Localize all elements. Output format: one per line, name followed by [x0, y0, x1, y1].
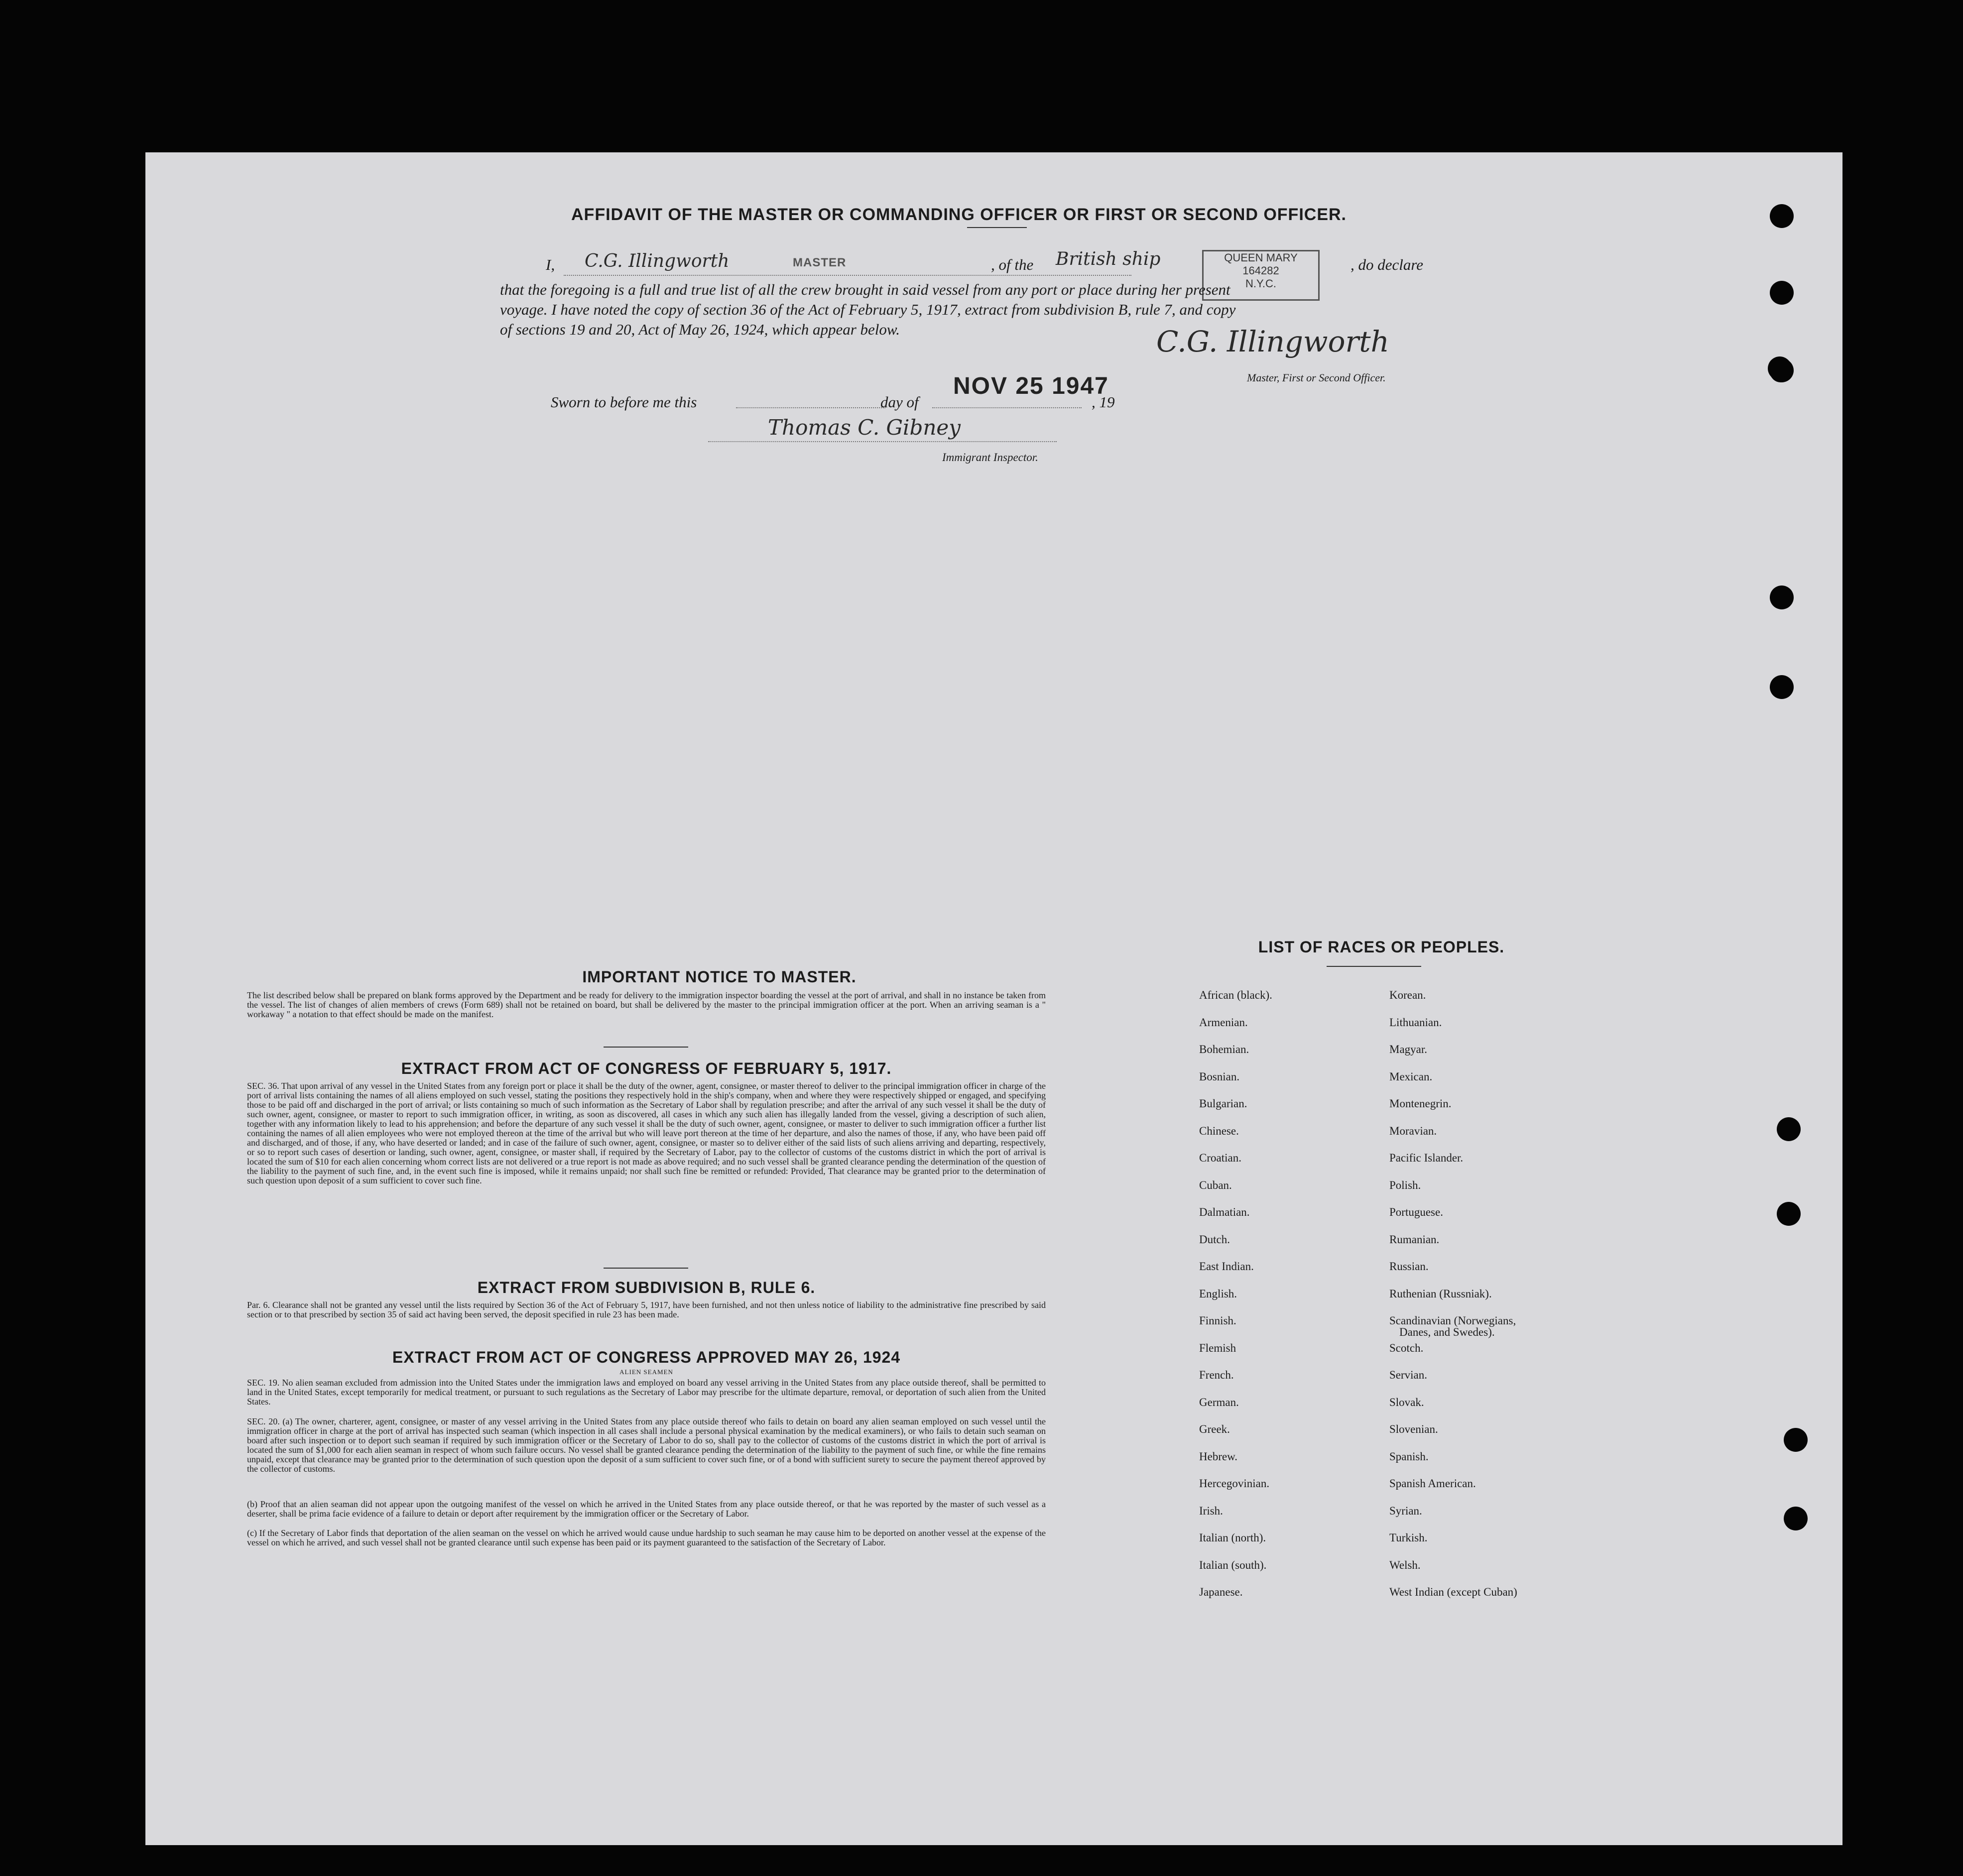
race-item: Lithuanian. [1389, 1016, 1442, 1029]
race-item: Slovak. [1389, 1396, 1424, 1408]
affidavit-line-2: that the foregoing is a full and true list of all the crew brought in said vessel from any port or place during her present [500, 281, 1230, 298]
race-item: Ruthenian (Russniak). [1389, 1287, 1492, 1300]
race-item: Mexican. [1389, 1070, 1433, 1083]
notice-body: The list described below shall be prepared on blank forms approved by the Department and be ready for delivery to the immigration inspector boarding the vessel at the port of arrival, and shall in no instance be taken from the vessel. The list of changes of alien members of crews (Form 689) shall not be retained on board, but shall be delivered by the master to the principal immigration officer at the port. When an arriving seaman is a " workaway " a notation to that effect should be made on the manifest. [247, 990, 1046, 1019]
binder-hole [1784, 1428, 1808, 1452]
race-item: Spanish American. [1389, 1477, 1476, 1490]
binder-hole [1770, 281, 1794, 305]
notice-divider [604, 1047, 688, 1048]
race-item: Irish. [1199, 1504, 1223, 1517]
name-line [564, 275, 1131, 276]
binder-hole [1768, 356, 1792, 380]
race-item: Dalmatian. [1199, 1206, 1250, 1218]
race-item: Magyar. [1389, 1043, 1428, 1055]
race-item: Japanese. [1199, 1586, 1243, 1598]
race-item: Bulgarian. [1199, 1097, 1247, 1110]
extract-1924-sec19: SEC. 19. No alien seaman excluded from admission into the United States under the immigration laws and employed on board any vessel arriving in the United States from any place outside thereof, shall be permitted to land in the United States, except temporarily for medical treatment, or pursuant to such regulations as the Secretary of Labor may prescribe for the ultimate departure, removal, or deportation of such alien from the United States. [247, 1378, 1046, 1407]
race-item: Dutch. [1199, 1233, 1230, 1246]
binder-hole [1777, 1117, 1801, 1141]
binder-hole [1770, 675, 1794, 699]
race-item: Moravian. [1389, 1124, 1437, 1137]
race-item: Hercegovinian. [1199, 1477, 1270, 1490]
race-item: German. [1199, 1396, 1239, 1408]
race-item: Armenian. [1199, 1016, 1248, 1029]
of-the-label: , of the [991, 256, 1034, 273]
race-item: Scandinavian (Norwegians, [1389, 1314, 1516, 1327]
race-item: African (black). [1199, 989, 1272, 1001]
inspector-signature: Thomas C. Gibney [768, 415, 961, 440]
binder-hole [1777, 1202, 1801, 1226]
race-item: Italian (north). [1199, 1531, 1266, 1544]
race-item: French. [1199, 1369, 1234, 1381]
race-item: Hebrew. [1199, 1450, 1238, 1463]
race-item: Cuban. [1199, 1178, 1232, 1191]
binder-hole [1784, 1507, 1808, 1530]
race-item: Korean. [1389, 989, 1426, 1001]
races-continuation: Danes, and Swedes). [1399, 1326, 1495, 1338]
master-name-handwritten: C.G. Illingworth [585, 251, 730, 271]
race-item: Turkish. [1389, 1531, 1428, 1544]
extract-1917-divider [604, 1268, 688, 1269]
race-item: English. [1199, 1287, 1237, 1300]
ship-handwritten: British ship [1056, 249, 1161, 269]
extract-1917-heading: EXTRACT FROM ACT OF CONGRESS OF FEBRUARY 5, 1917. [401, 1059, 892, 1077]
extract-1924-subheading: ALIEN SEAMEN [619, 1368, 673, 1376]
inspector-line [708, 441, 1057, 442]
date-stamp: NOV 25 1947 [953, 373, 1109, 399]
do-declare-label: , do declare [1350, 256, 1424, 273]
race-item: Servian. [1389, 1369, 1428, 1381]
race-item: Russian. [1389, 1260, 1429, 1273]
race-item: Italian (south). [1199, 1558, 1267, 1571]
day-of-label: day of [880, 393, 919, 411]
affidavit-line-4: of sections 19 and 20, Act of May 26, 1924, which appear below. [500, 321, 900, 338]
year-label: , 19 [1092, 393, 1115, 411]
race-item: Bohemian. [1199, 1043, 1249, 1055]
subdivision-b-body: Par. 6. Clearance shall not be granted any vessel until the lists required by Section 36 of the Act of February 5, 1917, have been furnished, and not then unless notice of liability to the administrative fine prescribed by said section or to that prescribed by section 35 of said act having been served, the deposit specified in rule 23 has been made. [247, 1300, 1046, 1319]
signature-caption: Master, First or Second Officer. [1247, 371, 1386, 384]
extract-1924-sec20c: (c) If the Secretary of Labor finds that deportation of the alien seaman on the vessel on which he arrived would cause undue hardship to such seaman he may cause him to be deported on another vessel at the expense of the vessel on which he arrived, and such vessel shall not be granted clearance until such expense has been paid or its payment guaranteed to the satisfaction of the Secretary of Labor. [247, 1528, 1046, 1547]
race-item: Syrian. [1389, 1504, 1422, 1517]
document-page [145, 152, 1842, 1845]
ship-stamp-number: 164282 [1242, 264, 1279, 277]
race-item: Greek. [1199, 1423, 1230, 1435]
races-heading: LIST OF RACES OR PEOPLES. [1258, 938, 1505, 956]
extract-1924-sec20a: SEC. 20. (a) The owner, charterer, agent, consignee, or master of any vessel arriving in the United States from any place outside thereof who fails to detain on board any alien seaman employed on such vessel until the immigration officer in charge at the port of arrival has inspected such seaman (which inspection in all cases shall include a personal physical examination by the medical examiners), or who fails to detain such seaman on board after such inspection or to deport such seaman if required by such immigration officer or the Secretary of Labor to do so, shall pay to the collector of customs of the customs district in which the port of arrival is located the sum of $1,000 for each alien seaman in respect of whom such failure occurs. No vessel shall be granted clearance pending the determination of the liability to the payment of such fine, or while the fine remains unpaid, except that clearance may be granted prior to the determination of such question upon the deposit of a sum sufficient to cover such fine, or of a bond with sufficient surety to secure the payment thereof approved by the collector of customs. [247, 1416, 1046, 1474]
sworn-month-line [932, 407, 1082, 408]
race-item: Montenegrin. [1389, 1097, 1452, 1110]
inspector-caption: Immigrant Inspector. [942, 451, 1038, 464]
race-item: Chinese. [1199, 1124, 1239, 1137]
race-item: East Indian. [1199, 1260, 1254, 1273]
race-item: Portuguese. [1389, 1206, 1443, 1218]
race-item: Rumanian. [1389, 1233, 1440, 1246]
race-item: Finnish. [1199, 1314, 1236, 1327]
binder-hole [1770, 586, 1794, 609]
master-signature: C.G. Illingworth [1156, 325, 1389, 358]
races-underline [1327, 966, 1421, 967]
ship-stamp-name: QUEEN MARY [1224, 251, 1298, 264]
ship-stamp-line3: N.Y.C. [1245, 277, 1276, 290]
race-item: Slovenian. [1389, 1423, 1438, 1435]
title-underline [967, 227, 1027, 228]
sworn-label: Sworn to before me this [551, 393, 697, 411]
race-item: Scotch. [1389, 1341, 1424, 1354]
extract-1917-body: SEC. 36. That upon arrival of any vessel in the United States from any foreign port or place it shall be the duty of the owner, agent, consignee, or master thereof to deliver to the principal immigration officer in charge of the port of arrival lists containing the names of all aliens employed on such vessel, stating the positions they respectively hold in the ship's company, when and where they were respectively shipped or engaged, and specifying those to be paid off and discharged in the port of arrival; or lists containing so much of such information as the Secretary of Labor shall by regulation prescribe; and after the arrival of any such vessel it shall be the duty of such owner, agent, consignee, or master to report to such immigration officer, in writing, as soon as discovered, all cases in which any such alien has illegally landed from the vessel, giving a description of such alien, together with any information likely to lead to his apprehension; and before the departure of any such vessel it shall be the duty of such owner, agent, consignee, or master to deliver to such immigration officer a further list containing the names of all alien employees who were not employed thereon at the time of the arrival but who will leave port thereon at the time of her departure, and also the names of those, if any, who have been paid off and discharged, and of those, if any, who have deserted or landed; and in case of the failure of such owner, agent, consignee, or master so to deliver either of the said lists of such aliens arriving and departing, respectively, or so to report such cases of desertion or landing, such owner, agent, consignee, or master shall, if required by the Secretary of Labor, pay to the collector of customs of the customs district in which the port of arrival is located the sum of $10 for each alien concerning whom correct lists are not delivered or a true report is not made as above required; and no such vessel shall be granted clearance pending the determination of the question of the liability to the payment of such fine, and, in the event such fine is imposed, while it remains unpaid; nor shall such fine be remitted or refunded: Provided, That clearance may be granted prior to the determination of such question upon deposit of a sum sufficient to cover such fine. [247, 1081, 1046, 1185]
affidavit-i-label: I, [546, 256, 555, 273]
notice-heading: IMPORTANT NOTICE TO MASTER. [582, 968, 857, 986]
binder-hole [1770, 204, 1794, 228]
race-item: West Indian (except Cuban) [1389, 1586, 1517, 1598]
affidavit-line-3: voyage. I have noted the copy of section 36 of the Act of February 5, 1917, extract from subdivision B, rule 7, and copy [500, 301, 1236, 318]
race-item: Welsh. [1389, 1558, 1421, 1571]
affidavit-title: AFFIDAVIT OF THE MASTER OR COMMANDING OFFICER OR FIRST OR SECOND OFFICER. [571, 205, 1347, 224]
race-item: Spanish. [1389, 1450, 1429, 1463]
race-item: Bosnian. [1199, 1070, 1240, 1083]
sworn-day-line [736, 407, 885, 408]
race-item: Pacific Islander. [1389, 1152, 1464, 1164]
race-item: Croatian. [1199, 1152, 1241, 1164]
extract-1924-sec20b: (b) Proof that an alien seaman did not appear upon the outgoing manifest of the vessel on which he arrived in the United States from any place outside thereof, or that he was reported by the master of such vessel as a deserter, shall be prima facie evidence of a failure to detain or deport after requirement by the immigration officer or the Secretary of Labor. [247, 1499, 1046, 1519]
race-item: Polish. [1389, 1178, 1421, 1191]
extract-1924-heading: EXTRACT FROM ACT OF CONGRESS APPROVED MAY 26, 1924 [392, 1348, 901, 1366]
rank-stamp: MASTER [793, 256, 847, 269]
subdivision-b-heading: EXTRACT FROM SUBDIVISION B, RULE 6. [477, 1279, 816, 1296]
race-item: Flemish [1199, 1341, 1236, 1354]
